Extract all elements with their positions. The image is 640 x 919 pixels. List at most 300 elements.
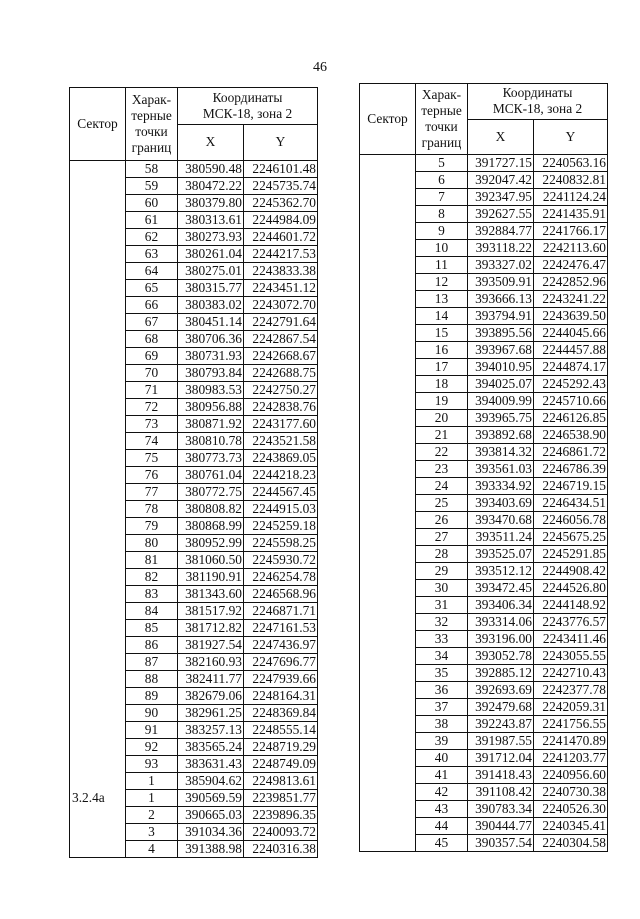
x-coordinate-cell: 380472.22 <box>178 178 244 195</box>
y-coordinate-cell: 2242852.96 <box>534 274 608 291</box>
x-coordinate-cell: 381060.50 <box>178 552 244 569</box>
point-cell: 63 <box>126 246 178 263</box>
x-coordinate-cell: 380773.73 <box>178 450 244 467</box>
point-cell: 18 <box>416 376 468 393</box>
x-coordinate-cell: 382961.25 <box>178 705 244 722</box>
x-coordinate-cell: 393334.92 <box>468 478 534 495</box>
table-row <box>360 291 608 308</box>
point-cell: 83 <box>126 586 178 603</box>
y-coordinate-cell: 2246871.71 <box>244 603 318 620</box>
x-coordinate-cell: 380273.93 <box>178 229 244 246</box>
x-coordinate-cell: 385904.62 <box>178 773 244 790</box>
point-cell: 7 <box>416 189 468 206</box>
table-row <box>360 495 608 512</box>
x-coordinate-cell: 383565.24 <box>178 739 244 756</box>
y-coordinate-cell: 2246126.85 <box>534 410 608 427</box>
y-coordinate-cell: 2242059.31 <box>534 699 608 716</box>
x-coordinate-cell: 393327.02 <box>468 257 534 274</box>
sector-cell <box>70 552 126 569</box>
table-row <box>360 308 608 325</box>
sector-cell <box>70 365 126 382</box>
sector-cell <box>70 399 126 416</box>
sector-cell <box>70 518 126 535</box>
table-row <box>360 597 608 614</box>
x-coordinate-cell: 393967.68 <box>468 342 534 359</box>
y-coordinate-cell: 2240563.16 <box>534 155 608 172</box>
x-coordinate-cell: 394009.99 <box>468 393 534 410</box>
header-points: Харак- терные точки границ <box>126 88 178 161</box>
x-coordinate-cell: 390665.03 <box>178 807 244 824</box>
point-cell: 78 <box>126 501 178 518</box>
x-coordinate-cell: 381927.54 <box>178 637 244 654</box>
table-row <box>360 665 608 682</box>
y-coordinate-cell: 2246568.96 <box>244 586 318 603</box>
point-cell: 64 <box>126 263 178 280</box>
x-coordinate-cell: 381190.91 <box>178 569 244 586</box>
x-coordinate-cell: 393814.32 <box>468 444 534 461</box>
y-coordinate-cell: 2247161.53 <box>244 620 318 637</box>
point-cell: 9 <box>416 223 468 240</box>
table-row <box>360 223 608 240</box>
x-coordinate-cell: 393965.75 <box>468 410 534 427</box>
y-coordinate-cell: 2245710.66 <box>534 393 608 410</box>
point-cell: 71 <box>126 382 178 399</box>
x-coordinate-cell: 380808.82 <box>178 501 244 518</box>
sector-cell <box>360 206 416 223</box>
table-row <box>70 705 318 722</box>
y-coordinate-cell: 2240526.30 <box>534 801 608 818</box>
point-cell: 69 <box>126 348 178 365</box>
table-row <box>360 716 608 733</box>
y-coordinate-cell: 2245598.25 <box>244 535 318 552</box>
table-row <box>360 580 608 597</box>
point-cell: 2 <box>126 807 178 824</box>
table-row <box>360 172 608 189</box>
sector-cell <box>360 648 416 665</box>
sector-cell <box>360 478 416 495</box>
header-y: Y <box>534 119 608 155</box>
sector-cell <box>360 682 416 699</box>
point-cell: 27 <box>416 529 468 546</box>
table-row <box>360 240 608 257</box>
x-coordinate-cell: 393511.24 <box>468 529 534 546</box>
y-coordinate-cell: 2242688.75 <box>244 365 318 382</box>
table-row <box>70 841 318 858</box>
sector-cell <box>360 716 416 733</box>
table-row <box>360 410 608 427</box>
y-coordinate-cell: 2244915.03 <box>244 501 318 518</box>
point-cell: 37 <box>416 699 468 716</box>
x-coordinate-cell: 380313.61 <box>178 212 244 229</box>
point-cell: 25 <box>416 495 468 512</box>
y-coordinate-cell: 2246861.72 <box>534 444 608 461</box>
point-cell: 68 <box>126 331 178 348</box>
y-coordinate-cell: 2247939.66 <box>244 671 318 688</box>
point-cell: 85 <box>126 620 178 637</box>
x-coordinate-cell: 390783.34 <box>468 801 534 818</box>
point-cell: 92 <box>126 739 178 756</box>
point-cell: 66 <box>126 297 178 314</box>
point-cell: 5 <box>416 155 468 172</box>
sector-cell <box>70 178 126 195</box>
table-row <box>70 790 318 807</box>
table-row <box>360 767 608 784</box>
point-cell: 4 <box>126 841 178 858</box>
point-cell: 87 <box>126 654 178 671</box>
sector-cell <box>70 756 126 773</box>
sector-cell <box>70 569 126 586</box>
x-coordinate-cell: 380590.48 <box>178 161 244 178</box>
point-cell: 88 <box>126 671 178 688</box>
sector-cell <box>70 773 126 790</box>
x-coordinate-cell: 380772.75 <box>178 484 244 501</box>
table-row <box>70 484 318 501</box>
sector-cell <box>70 467 126 484</box>
table-row <box>360 189 608 206</box>
header-coordinates: Координаты МСК-18, зона 2 <box>178 88 318 125</box>
y-coordinate-cell: 2244526.80 <box>534 580 608 597</box>
point-cell: 13 <box>416 291 468 308</box>
table-row <box>360 155 608 172</box>
point-cell: 1 <box>126 790 178 807</box>
x-coordinate-cell: 392627.55 <box>468 206 534 223</box>
point-cell: 32 <box>416 614 468 631</box>
table-row <box>360 631 608 648</box>
x-coordinate-cell: 393561.03 <box>468 461 534 478</box>
x-coordinate-cell: 383257.13 <box>178 722 244 739</box>
x-coordinate-cell: 391388.98 <box>178 841 244 858</box>
point-cell: 33 <box>416 631 468 648</box>
x-coordinate-cell: 380761.04 <box>178 467 244 484</box>
sector-cell: 3.2.4а <box>70 790 126 807</box>
table-row <box>70 331 318 348</box>
x-coordinate-cell: 380261.04 <box>178 246 244 263</box>
x-coordinate-cell: 380706.36 <box>178 331 244 348</box>
table-row <box>70 688 318 705</box>
y-coordinate-cell: 2244908.42 <box>534 563 608 580</box>
sector-cell <box>360 274 416 291</box>
x-coordinate-cell: 382679.06 <box>178 688 244 705</box>
y-coordinate-cell: 2245292.43 <box>534 376 608 393</box>
sector-cell <box>70 484 126 501</box>
table-row <box>70 739 318 756</box>
sector-cell <box>70 280 126 297</box>
point-cell: 65 <box>126 280 178 297</box>
header-points: Харак- терные точки границ <box>416 84 468 155</box>
point-cell: 29 <box>416 563 468 580</box>
x-coordinate-cell: 392693.69 <box>468 682 534 699</box>
y-coordinate-cell: 2242710.43 <box>534 665 608 682</box>
sector-cell <box>360 342 416 359</box>
header-coordinates: Координаты МСК-18, зона 2 <box>468 84 608 120</box>
y-coordinate-cell: 2242750.27 <box>244 382 318 399</box>
y-coordinate-cell: 2241203.77 <box>534 750 608 767</box>
table-row <box>70 807 318 824</box>
point-cell: 80 <box>126 535 178 552</box>
sector-cell <box>70 314 126 331</box>
y-coordinate-cell: 2245362.70 <box>244 195 318 212</box>
point-cell: 77 <box>126 484 178 501</box>
y-coordinate-cell: 2243451.12 <box>244 280 318 297</box>
x-coordinate-cell: 380451.14 <box>178 314 244 331</box>
sector-cell <box>360 563 416 580</box>
sector-cell <box>360 155 416 172</box>
sector-cell <box>70 807 126 824</box>
y-coordinate-cell: 2247696.77 <box>244 654 318 671</box>
sector-cell <box>360 818 416 835</box>
point-cell: 81 <box>126 552 178 569</box>
point-cell: 89 <box>126 688 178 705</box>
x-coordinate-cell: 390444.77 <box>468 818 534 835</box>
y-coordinate-cell: 2246254.78 <box>244 569 318 586</box>
x-coordinate-cell: 380956.88 <box>178 399 244 416</box>
y-coordinate-cell: 2247436.97 <box>244 637 318 654</box>
table-row <box>70 620 318 637</box>
x-coordinate-cell: 393406.34 <box>468 597 534 614</box>
sector-cell <box>360 325 416 342</box>
sector-cell <box>360 580 416 597</box>
table-row <box>70 501 318 518</box>
y-coordinate-cell: 2241435.91 <box>534 206 608 223</box>
sector-cell <box>360 699 416 716</box>
table-row <box>70 246 318 263</box>
table-row <box>360 478 608 495</box>
point-cell: 74 <box>126 433 178 450</box>
point-cell: 24 <box>416 478 468 495</box>
y-coordinate-cell: 2243241.22 <box>534 291 608 308</box>
table-row <box>360 750 608 767</box>
y-coordinate-cell: 2248555.14 <box>244 722 318 739</box>
y-coordinate-cell: 2244601.72 <box>244 229 318 246</box>
sector-cell <box>360 223 416 240</box>
table-row <box>360 393 608 410</box>
point-cell: 60 <box>126 195 178 212</box>
sector-cell <box>360 546 416 563</box>
x-coordinate-cell: 393472.45 <box>468 580 534 597</box>
y-coordinate-cell: 2240304.58 <box>534 835 608 852</box>
table-row <box>360 461 608 478</box>
point-cell: 76 <box>126 467 178 484</box>
point-cell: 44 <box>416 818 468 835</box>
y-coordinate-cell: 2243869.05 <box>244 450 318 467</box>
y-coordinate-cell: 2243776.57 <box>534 614 608 631</box>
x-coordinate-cell: 380383.02 <box>178 297 244 314</box>
sector-cell <box>70 331 126 348</box>
y-coordinate-cell: 2240832.81 <box>534 172 608 189</box>
y-coordinate-cell: 2248164.31 <box>244 688 318 705</box>
sector-cell <box>360 291 416 308</box>
y-coordinate-cell: 2244567.45 <box>244 484 318 501</box>
point-cell: 58 <box>126 161 178 178</box>
table-row <box>70 365 318 382</box>
table-row <box>70 263 318 280</box>
sector-cell <box>70 535 126 552</box>
point-cell: 90 <box>126 705 178 722</box>
point-cell: 34 <box>416 648 468 665</box>
table-body <box>70 161 318 858</box>
point-cell: 20 <box>416 410 468 427</box>
sector-cell <box>70 297 126 314</box>
y-coordinate-cell: 2244148.92 <box>534 597 608 614</box>
sector-cell <box>70 212 126 229</box>
table-body <box>360 155 608 852</box>
y-coordinate-cell: 2243521.58 <box>244 433 318 450</box>
table-row <box>70 637 318 654</box>
sector-cell <box>70 382 126 399</box>
x-coordinate-cell: 393314.06 <box>468 614 534 631</box>
point-cell: 75 <box>126 450 178 467</box>
y-coordinate-cell: 2245291.85 <box>534 546 608 563</box>
point-cell: 73 <box>126 416 178 433</box>
sector-cell <box>360 495 416 512</box>
point-cell: 22 <box>416 444 468 461</box>
y-coordinate-cell: 2248369.84 <box>244 705 318 722</box>
point-cell: 41 <box>416 767 468 784</box>
point-cell: 84 <box>126 603 178 620</box>
table-row <box>70 433 318 450</box>
x-coordinate-cell: 393512.12 <box>468 563 534 580</box>
y-coordinate-cell: 2241470.89 <box>534 733 608 750</box>
table-row <box>360 614 608 631</box>
point-cell: 14 <box>416 308 468 325</box>
point-cell: 43 <box>416 801 468 818</box>
y-coordinate-cell: 2240093.72 <box>244 824 318 841</box>
point-cell: 12 <box>416 274 468 291</box>
point-cell: 38 <box>416 716 468 733</box>
sector-cell <box>360 801 416 818</box>
table-row <box>70 654 318 671</box>
point-cell: 28 <box>416 546 468 563</box>
table-row <box>70 416 318 433</box>
y-coordinate-cell: 2246719.15 <box>534 478 608 495</box>
y-coordinate-cell: 2245930.72 <box>244 552 318 569</box>
point-cell: 30 <box>416 580 468 597</box>
sector-cell <box>70 348 126 365</box>
sector-cell <box>70 671 126 688</box>
y-coordinate-cell: 2246056.78 <box>534 512 608 529</box>
sector-cell <box>360 308 416 325</box>
y-coordinate-cell: 2242377.78 <box>534 682 608 699</box>
sector-cell <box>360 427 416 444</box>
sector-cell <box>360 665 416 682</box>
table-row <box>360 835 608 852</box>
sector-cell <box>360 750 416 767</box>
sector-cell <box>70 705 126 722</box>
x-coordinate-cell: 393509.91 <box>468 274 534 291</box>
table-row <box>360 512 608 529</box>
sector-cell <box>70 620 126 637</box>
sector-cell <box>70 195 126 212</box>
sector-cell <box>70 637 126 654</box>
sector-cell <box>70 433 126 450</box>
y-coordinate-cell: 2245675.25 <box>534 529 608 546</box>
table-row <box>360 342 608 359</box>
y-coordinate-cell: 2242838.76 <box>244 399 318 416</box>
sector-cell <box>70 229 126 246</box>
table-row <box>70 348 318 365</box>
point-cell: 31 <box>416 597 468 614</box>
table-row <box>360 563 608 580</box>
sector-cell <box>70 688 126 705</box>
point-cell: 42 <box>416 784 468 801</box>
x-coordinate-cell: 380868.99 <box>178 518 244 535</box>
point-cell: 17 <box>416 359 468 376</box>
y-coordinate-cell: 2244457.88 <box>534 342 608 359</box>
point-cell: 59 <box>126 178 178 195</box>
table-row <box>70 773 318 790</box>
x-coordinate-cell: 392884.77 <box>468 223 534 240</box>
x-coordinate-cell: 392347.95 <box>468 189 534 206</box>
sector-cell <box>360 257 416 274</box>
table-row <box>70 229 318 246</box>
sector-cell <box>360 733 416 750</box>
x-coordinate-cell: 393196.00 <box>468 631 534 648</box>
sector-cell <box>70 263 126 280</box>
table-row <box>70 161 318 178</box>
point-cell: 40 <box>416 750 468 767</box>
sector-cell <box>360 393 416 410</box>
table-row <box>360 733 608 750</box>
table-row <box>70 756 318 773</box>
point-cell: 67 <box>126 314 178 331</box>
point-cell: 3 <box>126 824 178 841</box>
sector-cell <box>70 586 126 603</box>
table-row <box>360 325 608 342</box>
point-cell: 23 <box>416 461 468 478</box>
page-number: 46 <box>313 60 327 75</box>
sector-cell <box>70 603 126 620</box>
table-row <box>360 206 608 223</box>
y-coordinate-cell: 2242867.54 <box>244 331 318 348</box>
table-row <box>70 212 318 229</box>
x-coordinate-cell: 380952.99 <box>178 535 244 552</box>
x-coordinate-cell: 393895.56 <box>468 325 534 342</box>
y-coordinate-cell: 2241756.55 <box>534 716 608 733</box>
table-row <box>70 450 318 467</box>
x-coordinate-cell: 393525.07 <box>468 546 534 563</box>
table-row <box>70 178 318 195</box>
sector-cell <box>70 722 126 739</box>
y-coordinate-cell: 2246786.39 <box>534 461 608 478</box>
x-coordinate-cell: 382160.93 <box>178 654 244 671</box>
point-cell: 21 <box>416 427 468 444</box>
x-coordinate-cell: 380275.01 <box>178 263 244 280</box>
point-cell: 86 <box>126 637 178 654</box>
sector-cell <box>70 246 126 263</box>
point-cell: 70 <box>126 365 178 382</box>
table-row <box>70 314 318 331</box>
table-row <box>360 801 608 818</box>
x-coordinate-cell: 381343.60 <box>178 586 244 603</box>
x-coordinate-cell: 393118.22 <box>468 240 534 257</box>
x-coordinate-cell: 393052.78 <box>468 648 534 665</box>
sector-cell <box>360 597 416 614</box>
sector-cell <box>360 835 416 852</box>
y-coordinate-cell: 2244217.53 <box>244 246 318 263</box>
x-coordinate-cell: 383631.43 <box>178 756 244 773</box>
sector-cell <box>360 512 416 529</box>
x-coordinate-cell: 391418.43 <box>468 767 534 784</box>
table-row <box>70 195 318 212</box>
x-coordinate-cell: 380810.78 <box>178 433 244 450</box>
point-cell: 61 <box>126 212 178 229</box>
point-cell: 62 <box>126 229 178 246</box>
point-cell: 36 <box>416 682 468 699</box>
x-coordinate-cell: 391712.04 <box>468 750 534 767</box>
header-x: X <box>468 119 534 155</box>
x-coordinate-cell: 391108.42 <box>468 784 534 801</box>
point-cell: 8 <box>416 206 468 223</box>
